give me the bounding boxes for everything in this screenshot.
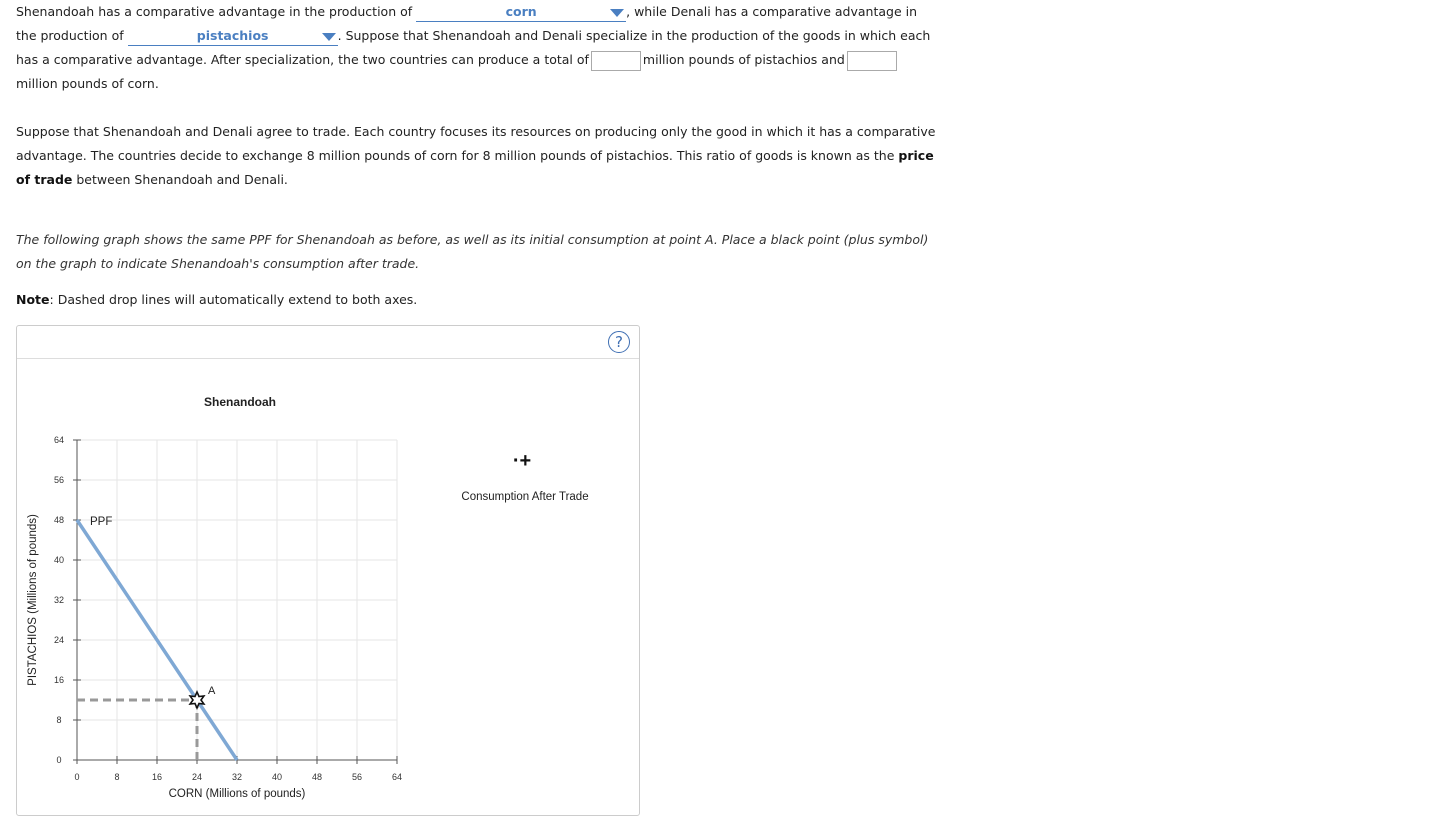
tick-labels — [54, 435, 402, 782]
help-icon[interactable]: ? — [608, 331, 630, 353]
question-paragraph-2 — [16, 120, 936, 192]
graph-canvas[interactable] — [17, 326, 639, 815]
y-tick-label: 48 — [53, 515, 65, 525]
p1-text-5: million pounds of corn. — [16, 76, 159, 91]
p1-text-1: Shenandoah has a comparative advantage in the production of — [16, 4, 413, 19]
chevron-down-icon — [610, 9, 624, 17]
p1-text-2: , while Denali has a comparative advantage in the production of — [16, 4, 918, 43]
x-tick-label: 24 — [191, 772, 203, 782]
y-tick-label: 56 — [53, 475, 65, 485]
dropdown-1-value: corn — [505, 4, 537, 19]
consumption-after-trade-tool[interactable] — [461, 450, 588, 503]
p2-text-1: Suppose that Shenandoah and Denali agree to trade. Each country focuses its resources on producing only the good in which it has a comparative advantage. The countries decide to exchange 8 million pounds of corn for 8 million pounds of pistachios. This ratio of goods is known as the — [16, 124, 936, 163]
axes — [73, 440, 397, 764]
graph-title: Shenandoah — [203, 395, 277, 409]
total-corn-input[interactable] — [847, 51, 897, 71]
p1-text-3: . Suppose that Shenandoah and Denali specialize in the production of the goods in which each has a comparative advantage. After specialization, the two countries can produce a total of — [16, 28, 931, 67]
x-tick-label: 32 — [231, 772, 243, 782]
x-tick-label: 16 — [151, 772, 163, 782]
y-tick-label: 0 — [56, 755, 62, 765]
ppf-label: PPF — [90, 516, 113, 528]
p2-text-2: between Shenandoah and Denali. — [76, 172, 288, 187]
x-axis-title: CORN (Millions of pounds) — [168, 788, 306, 800]
x-tick-label: 8 — [114, 772, 120, 782]
note — [16, 288, 936, 312]
y-tick-label: 64 — [53, 435, 65, 445]
point-layer — [190, 685, 216, 708]
x-tick-label: 0 — [74, 772, 80, 782]
y-tick-label: 32 — [53, 595, 65, 605]
chevron-down-icon — [322, 33, 336, 41]
comparative-advantage-dropdown-1[interactable] — [416, 3, 626, 22]
consumption-after-trade-label: Consumption After Trade — [461, 491, 589, 503]
dropdown-2-value: pistachios — [196, 28, 269, 43]
x-tick-label: 64 — [391, 772, 403, 782]
point-a-label: A — [208, 685, 216, 697]
y-axis-title: PISTACHIOS (Millions of pounds) — [27, 514, 39, 686]
x-tick-label: 56 — [351, 772, 363, 782]
x-tick-label: 40 — [271, 772, 283, 782]
question-paragraph-1 — [16, 0, 936, 96]
graph-panel — [16, 325, 640, 816]
graph-instructions: The following graph shows the same PPF for Shenandoah as before, as well as its initial consumption at point A. Place a black point (plus symbol) on the graph to indicate Shenandoah's consumption after trade. — [16, 232, 929, 271]
note-text: : Dashed drop lines will automatically extend to both axes. — [49, 292, 418, 307]
x-tick-label: 48 — [311, 772, 323, 782]
note-label: Note — [16, 292, 50, 307]
y-tick-label: 8 — [56, 715, 62, 725]
y-tick-label: 16 — [53, 675, 65, 685]
comparative-advantage-dropdown-2[interactable] — [128, 27, 338, 46]
y-tick-label: 24 — [53, 635, 65, 645]
p1-text-4: million pounds of pistachios and — [642, 52, 845, 67]
total-pistachios-input[interactable] — [591, 51, 641, 71]
drop-lines — [77, 700, 197, 760]
grid-lines — [77, 440, 397, 760]
plus-icon[interactable]: ·+ — [512, 450, 532, 472]
price-of-trade-term: price of trade — [16, 148, 934, 187]
y-tick-label: 40 — [53, 555, 65, 565]
